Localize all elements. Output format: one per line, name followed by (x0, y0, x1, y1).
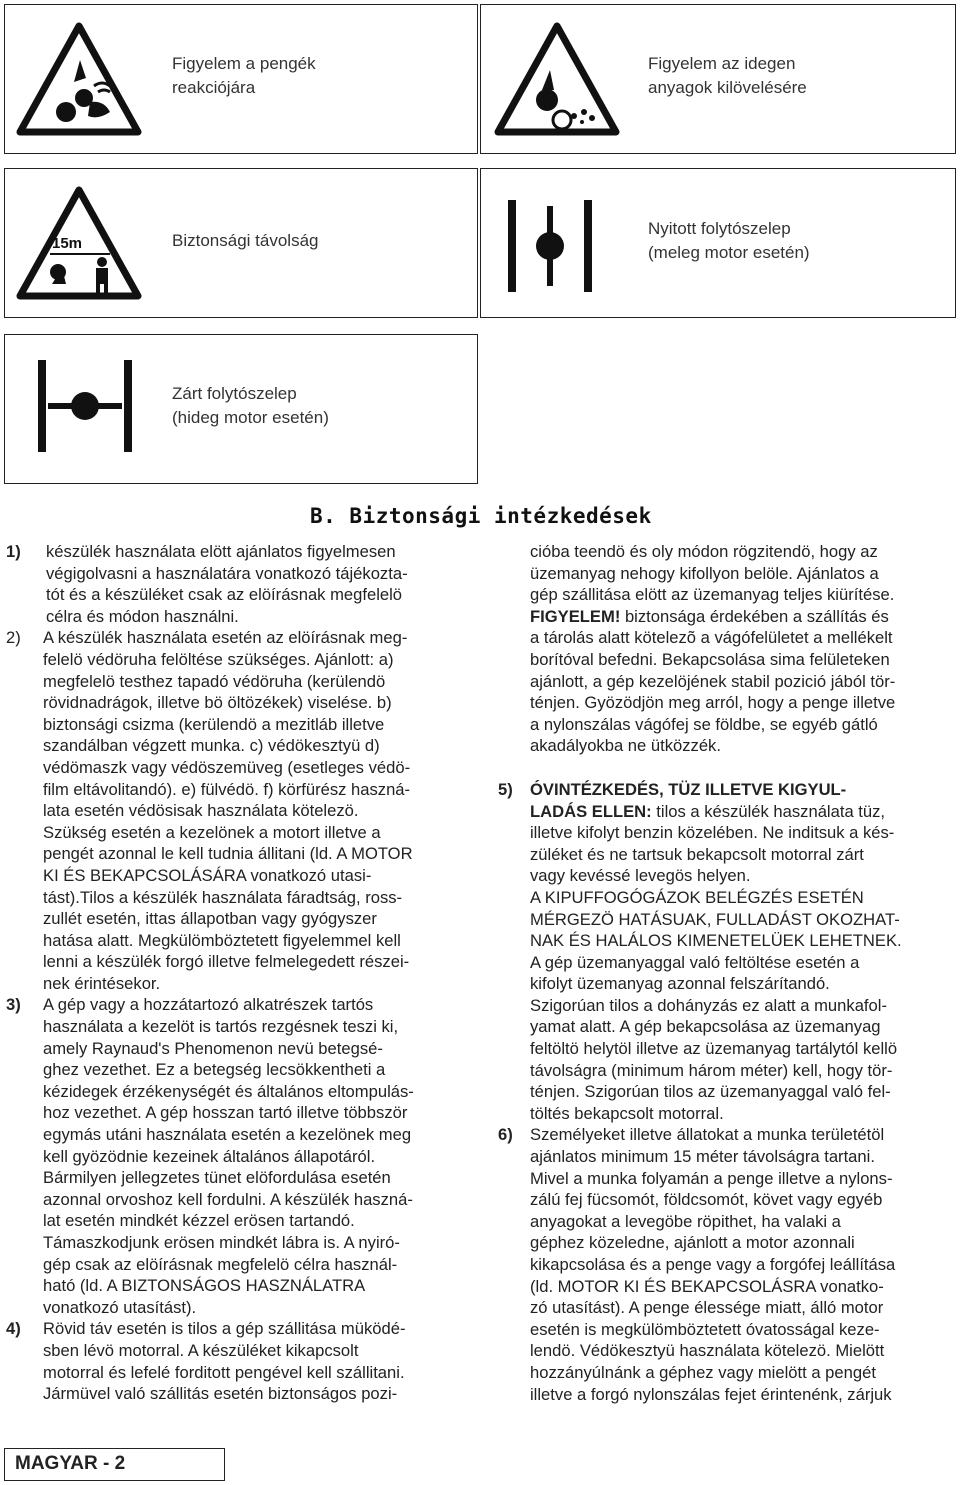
page-footer-label: MAGYAR - 2 (4, 1448, 225, 1481)
paragraph-number: 3) (6, 995, 21, 1015)
paragraph-3 (6, 994, 476, 1318)
paragraph-text: készülék használata elött ajánlatos figyelmesen végigolvasni a használatára vonatkozó tájékozta- tót és a készüléket csak az elöírásnak megfelelö célra és módon használni. (46, 542, 408, 626)
paragraph-6 (498, 1124, 958, 1405)
caption-choke-open: Nyitott folytószelep (meleg motor esetén) (648, 219, 810, 262)
paragraph-text: ÓVINTÉZKEDÉS, TÜZ ILLETVE KIGYUL- LADÁS ELLEN: tilos a készülék használata tüz, illetve kifolyt benzin közelében. Ne inditsuk a kés- züléket és ne tartsuk bekapcsolt motorral zárt vagy kevéssé levegös helyen. A KIPUFFOGÓGÁZOK BELÉGZÉS ESETÉN MÉRGEZÖ HATÁSUAK, FULLADÁST OKOZHAT- NAK ÉS HALÁLOS KIMENETELÜEK LEHETNEK. A gép üzemanyaggal való feltöltése esetén a kifolyt üzemanyag azonnal felszárítandó. Szigorúan tilos a dohányzás ez alatt a munkafol- yamat alatt. A gép bekapcsolása az üzemanyag feltöltö helytöl illetve az üzemanyag tartálytól kellö távolságra (minimum három méter) kell, hogy tör- ténjen. Szigorúan tilos az üzemanyaggal való fel- töltés bekapcsolt motorral. (530, 779, 902, 1123)
warning-label: FIGYELEM! (530, 606, 621, 626)
paragraph-text: cióba teendö és oly módon rögzitendö, hogy az üzemanyag nehogy kifollyon belöle. Ajánlatos a gép szállitása elött az üzemanyag teljes kiürítése. FIGYELEM! biztonsága érdekében a szállítás és a tárolás alatt kötelezõ a vágófelületet a mellékelt borítóval befedni. Bekapcsolása sima felületeken ajánlott, a gép kezelöjének stabil pozició jából tör- ténjen. Gyözödjön meg arról, hogy a penge illetve a nylonszálas vágófej se földbe, se egyéb gátló akadályokba ne ütközzék. (530, 542, 896, 756)
caption-choke-closed: Zárt folytószelep (hideg motor esetén) (172, 384, 329, 427)
left-column (6, 541, 476, 1405)
caption-safety-distance: Biztonsági távolság (172, 231, 319, 250)
paragraph-text: Személyeket illetve állatokat a munka területétöl ajánlatos minimum 15 méter távolságra tartani. Mivel a munka folyamán a penge illetve a nylons- zálú fej fücsomót, földcsomót, követ vagy egyéb anyagokat a levegöbe röpithet, ha valaki a géphez közeledne, ajánlott a motor azonnali kikapcsolása és a penge vagy a forgófej leállítása (ld. MOTOR KI ÉS BEKAPCSOLÁSRA vonatko- zó utasítást). A penge élessége miatt, álló motor esetén is megkülömböztetett óvatosságal keze- lendö. Védökesztyü használata kötelezö. Mielött hozzányúlnánk a géphez vagy mielött a pengét illetve a forgó nylonszálas fejet érintenénk, zárjuk (530, 1125, 896, 1404)
right-column (498, 541, 958, 1405)
paragraph-4 (6, 1318, 476, 1404)
paragraph-1 (6, 541, 476, 627)
choke-open-icon (500, 196, 600, 296)
paragraph-2 (6, 627, 476, 994)
paragraph-number: 2) (6, 628, 21, 648)
blade-thrust-warning-icon (14, 20, 144, 138)
paragraph-text: Rövid táv esetén is tilos a gép szállitása müködé- sben lévö motorral. A készüléket kikapcsolt motorral és lefelé forditott pengével kell szállitani. Jármüvel való szállitás esetén biztonságos pozi- (43, 1319, 406, 1404)
paragraph-5 (498, 779, 958, 1125)
section-title: B. Biztonsági intézkedések (310, 504, 652, 528)
paragraph-4-continued (530, 541, 958, 757)
paragraph-number: 4) (6, 1319, 21, 1339)
safety-distance-15m-icon (14, 184, 144, 302)
caption-blade-thrust: Figyelem a pengék reakciójára (172, 54, 316, 97)
thrown-objects-warning-icon (492, 20, 622, 138)
paragraph-text: A gép vagy a hozzátartozó alkatrészek tartós használata a kezelöt is tartós rezgésnek teszi ki, amely Raynaud's Phenomenon nevü betegsé- ghez vezethet. Ez a betegség lecsökkentheti a kézidegek érzékenységét és általános eltompulás- hoz vezethet. A gép hosszan tartó illetve többször egymás utáni használata esetén a kezelönek meg kell gyözödnie kezeinek általános állapotáról. Bármilyen jellegzetes tünet elöfordulása esetén azonnal orvoshoz kell fordulni. A készülék haszná- lat esetén mindkét kézzel erösen tartandó. Támaszkodjunk erösen mindkét lábra is. A nyiró- gép csak az elöírásnak megfelelö célra használ- ható (ld. A BIZTONSÁGOS HASZNÁLATRA vonatkozó utasítást). (43, 995, 414, 1317)
paragraph-number: 5) (498, 779, 513, 799)
caption-thrown-objects: Figyelem az idegen anyagok kilövelésére (648, 54, 807, 97)
paragraph-number: 6) (498, 1125, 513, 1145)
paragraph-text: A készülék használata esetén az elöírásnak meg- felelö védöruha felöltése szükséges. Ajánlott: a) megfelelö testhez tapadó védöruha (kerülendö rövidnadrágok, illetve bö öltözékek) viselése. b) biztonsági csizma (kerülendö a mezitláb illetve szandálban végzett munka. c) védökesztyü d) védömaszk vagy védöszemüveg (esetleges védö- film eltávolitandó). e) fülvédö. f) körfürész haszná- lata esetén védösisak használata kötelezö. Szükség esetén a kezelönek a motort illetve a pengét azonnal le kell tudnia állitani (ld. A MOTOR KI ÉS BEKAPCSOLÁSÁRA vonatkozó utasi- tást).Tilos a készülék használata fáradtság, ross- zullét esetén, ittas állapotban vagy gyógyszer hatása alatt. Megkülömböztetett figyelemmel kell lenni a készülék forgó illetve felmelegedett részei- nek érintésekor. (43, 628, 413, 993)
paragraph-number: 1) (6, 542, 21, 561)
choke-closed-icon (30, 356, 140, 456)
safety-distance-label: 15m (52, 235, 83, 252)
